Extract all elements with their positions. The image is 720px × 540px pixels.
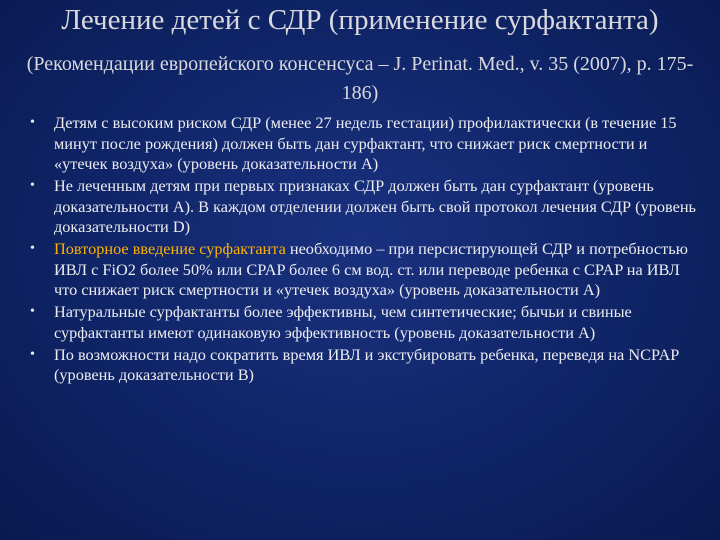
bullet-highlight: Повторное введение сурфактанта xyxy=(54,239,286,258)
bullet-text: По возможности надо сократить время ИВЛ и экстубировать ребенка, переведя на NCPAP (уровень доказательности В) xyxy=(54,344,679,384)
bullet-icon: • xyxy=(30,304,35,319)
bullet-item-2 xyxy=(28,176,696,238)
bullet-item-3 xyxy=(28,239,696,301)
slide-subtitle: (Рекомендации европейского консенсуса – J. Perinat. Med., v. 35 (2007), p. 175-186) xyxy=(26,53,694,104)
bullet-text: Натуральные сурфактанты более эффективны, чем синтетические; бычьи и свиные сурфактанты имеют одинаковую эффективность (уровень доказательности А) xyxy=(54,302,632,342)
slide-title: Лечение детей с СДР (применение сурфактанта) xyxy=(61,4,659,36)
bullet-item-5 xyxy=(28,345,696,386)
bullet-text: необходимо – при персистирующей СДР и потребностью ИВЛ с FiO2 более 50% или CPAP более 6 см вод. ст. или переводе ребенка с CPAP на ИВЛ что снижает риск смертности и «утечек воздуха» (уровень доказательности А) xyxy=(54,239,688,299)
bullet-item-4 xyxy=(28,302,696,343)
bullet-list xyxy=(28,113,696,387)
bullet-icon: • xyxy=(30,115,35,130)
bullet-text: Не леченным детям при первых признаках СДР должен быть дан сурфактант (уровень доказательности А). В каждом отделении должен быть свой протокол лечения СДР (уровень доказательности D) xyxy=(54,176,696,236)
bullet-icon: • xyxy=(30,178,35,193)
bullet-icon: • xyxy=(30,346,35,362)
bullet-text: Детям с высоким риском СДР (менее 27 недель гестации) профилактически (в течение 15 минут после рождения) должен быть дан сурфактант, что снижает риск смертности и «утечек воздуха» (уровень доказательности А) xyxy=(54,113,677,173)
bullet-icon: • xyxy=(30,241,35,256)
bullet-item-1 xyxy=(28,113,696,175)
